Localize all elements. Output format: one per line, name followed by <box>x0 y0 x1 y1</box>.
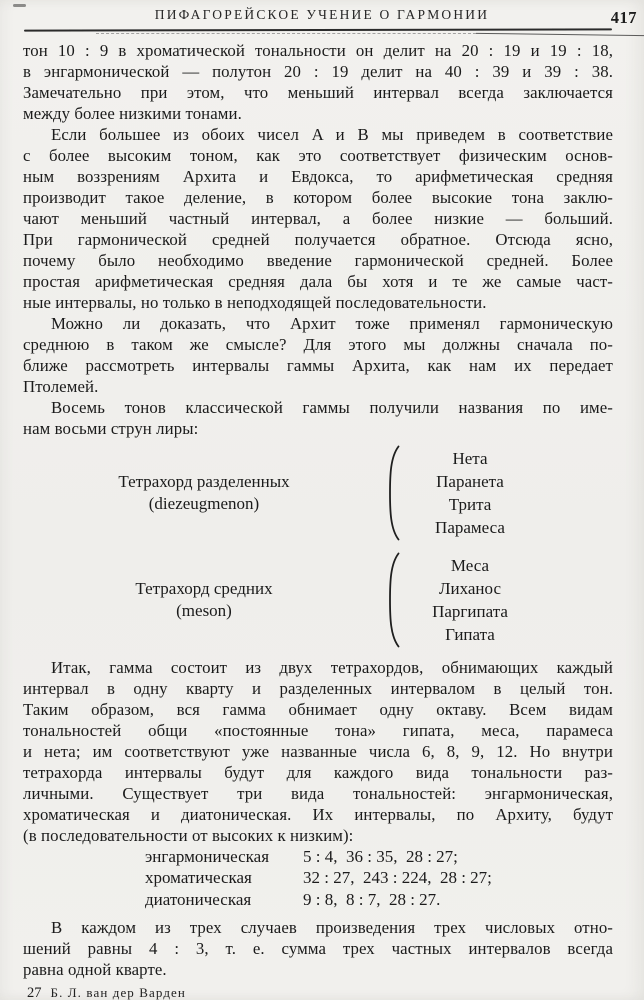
left-brace-icon <box>385 552 401 648</box>
text-line: Замечательно при этом, что меньший интервал всегда заключается <box>23 83 613 102</box>
tetrachord-label: Тетрахорд разделенных <box>118 471 290 491</box>
interval-ratios: 32 : 27, 243 : 224, 28 : 27; <box>303 868 492 888</box>
paragraph <box>23 657 613 846</box>
text-line: Итак, гамма состоит из двух тетрахордов, обнимающих каждый <box>51 658 613 677</box>
page-footer <box>27 985 613 1000</box>
tetrachord-label: Тетрахорд средних <box>135 578 273 598</box>
brace-icon <box>385 445 403 541</box>
content-flow <box>23 40 613 980</box>
text-line: нам восьми струн лиры: <box>23 419 199 438</box>
scan-artifact <box>13 4 26 7</box>
string-name: Гипата <box>445 625 495 644</box>
text-line: тон 10 : 9 в хроматической тональности он делит на 20 : 19 и 19 : 18, <box>23 41 613 60</box>
tetrachord-group <box>23 552 613 648</box>
text-line: Если большее из обоих чисел A и B мы приведем в соответствие <box>51 125 613 144</box>
intervals-table <box>145 846 613 910</box>
page-content <box>23 33 613 1000</box>
tetrachord-label-group <box>23 471 385 516</box>
text-line: При гармонической средней получается обратное. Отсюда ясно, <box>23 230 613 249</box>
author-name: Б. Л. ван дер Варден <box>50 985 186 1000</box>
text-line: тетрахорда интервалы будут для каждого вида тональности раз- <box>23 763 613 782</box>
interval-ratios: 9 : 8, 8 : 7, 28 : 27. <box>303 889 441 909</box>
page-number: 417 <box>610 8 637 27</box>
text-line: чают меньший частный интервал, а более низкие — больший. <box>23 209 613 228</box>
brace-icon <box>385 552 403 648</box>
interval-row <box>145 889 613 910</box>
text-line: ным воззрениям Архита и Евдокса, то арифметическая средняя <box>23 167 613 186</box>
text-line: между более низкими тонами. <box>23 104 242 123</box>
string-name: Трита <box>448 495 492 514</box>
string-name-list <box>403 554 537 646</box>
paragraph <box>23 40 613 124</box>
text-line: почему было необходимо введение гармонической средней. Более <box>23 251 613 270</box>
text-line: ные интервалы, но только в неподходящей последовательности. <box>23 293 487 312</box>
string-name-list <box>403 447 537 539</box>
interval-ratios: 5 : 4, 36 : 35, 28 : 27; <box>303 847 458 866</box>
tetrachord-sublabel: (diezeugmenon) <box>148 494 260 513</box>
signature-number: 27 <box>27 985 42 1000</box>
text-line: ближе рассмотреть интервалы гаммы Архита, как нам их передает <box>23 356 613 375</box>
text-line: шений равны 4 : 3, т. е. сумма трех частных интервалов всегда <box>23 939 613 959</box>
text-line: простая арифметическая средняя дала бы хотя и те же самые част- <box>23 272 613 291</box>
text-line: производит такое деление, в котором более высокие тона заклю- <box>23 188 613 207</box>
text-line: с более высоким тоном, как это соответствует физическим основ- <box>23 146 613 165</box>
string-name: Парамеса <box>435 518 505 537</box>
paragraph <box>23 917 613 980</box>
string-name: Лиханос <box>438 579 501 598</box>
text-line: Восемь тонов классической гаммы получили названия по име- <box>51 398 613 417</box>
interval-row <box>145 846 613 867</box>
left-brace-icon <box>385 445 401 541</box>
text-line: среднюю в таком же смысле? Для этого мы должны сначала по- <box>23 335 613 354</box>
string-name: Меса <box>450 556 490 575</box>
text-line: в энгармонической — полутон 20 : 19 делит на 40 : 39 и 39 : 38. <box>23 62 613 81</box>
paragraph <box>23 397 613 439</box>
tetrachord-group <box>23 445 613 541</box>
text-line: Таким образом, вся гамма обнимает одну октаву. Всем видам <box>23 700 613 719</box>
string-name: Паргипата <box>432 602 508 621</box>
text-line: тональностей общи «постоянные тона» гипата, меса, парамеса <box>23 721 613 740</box>
text-line: (в последовательности от высоких к низким): <box>23 826 354 845</box>
string-name: Паранета <box>436 472 504 491</box>
string-name: Нета <box>452 449 488 468</box>
interval-scale-name: хроматическая <box>145 868 252 888</box>
tetrachord-label-group <box>23 578 385 623</box>
text-line: равна одной кварте. <box>23 960 167 980</box>
text-line: хроматическая и диатоническая. Их интервалы, по Архиту, будут <box>23 805 613 824</box>
text-line: Птолемей. <box>23 377 99 396</box>
text-line: В каждом из трех случаев произведения трех числовых отно- <box>51 918 613 938</box>
text-line: и нета; им соответствуют уже названные числа 6, 8, 9, 12. Но внутри <box>23 742 613 761</box>
running-title: ПИФАГОРЕЙСКОЕ УЧЕНИЕ О ГАРМОНИИ <box>154 7 490 22</box>
text-line: Можно ли доказать, что Архит тоже применял гармоническую <box>51 314 613 333</box>
paragraph <box>23 313 613 397</box>
text-line: интервал в одну кварту и разделенных интервалом в целый тон. <box>23 679 613 698</box>
paragraph <box>23 124 613 313</box>
tetrachord-sublabel: (meson) <box>176 601 232 620</box>
interval-scale-name: энгармоническая <box>145 847 270 866</box>
interval-scale-name: диатоническая <box>145 889 252 909</box>
interval-row <box>145 867 613 888</box>
text-line: личными. Существует три вида тональностей: энгармоническая, <box>23 784 613 803</box>
